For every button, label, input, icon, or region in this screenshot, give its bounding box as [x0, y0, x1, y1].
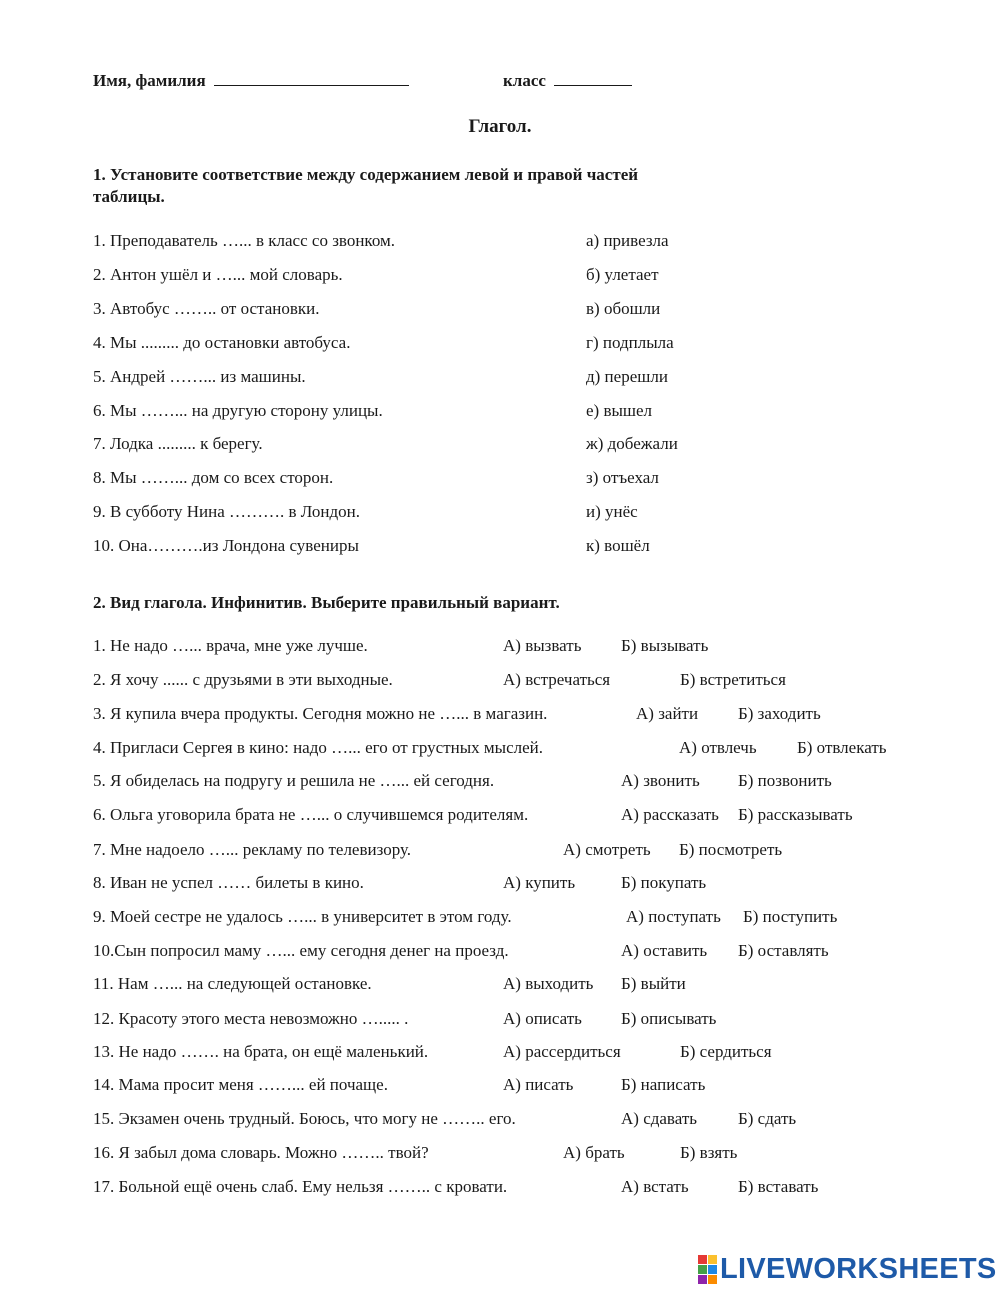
logo-block — [698, 1275, 707, 1284]
match-right-item[interactable]: и) унёс — [586, 502, 638, 521]
option-a[interactable]: А) звонить — [621, 771, 700, 790]
option-a[interactable]: А) оставить — [621, 941, 708, 960]
match-right-item[interactable]: е) вышел — [586, 401, 653, 420]
option-b[interactable]: Б) написать — [621, 1075, 706, 1094]
task2-heading: 2. Вид глагола. Инфинитив. Выберите правильный вариант. — [93, 593, 560, 612]
option-b[interactable]: Б) сердиться — [680, 1042, 772, 1061]
question-text: 6. Ольга уговорила брата не …... о случившемся родителям. — [93, 805, 529, 824]
question-text: 1. Не надо …... врача, мне уже лучше. — [93, 636, 368, 655]
option-a[interactable]: А) описать — [503, 1009, 582, 1028]
option-b[interactable]: Б) встретиться — [680, 670, 786, 689]
name-label: Имя, фамилия — [93, 71, 206, 90]
question-text: 14. Мама просит меня ……... ей почаще. — [93, 1075, 388, 1094]
option-a[interactable]: А) сдавать — [621, 1109, 698, 1128]
match-left-item: 4. Мы ......... до остановки автобуса. — [93, 333, 351, 352]
question-text: 7. Мне надоело …... рекламу по телевизору. — [93, 840, 412, 859]
question-text: 11. Нам …... на следующей остановке. — [93, 974, 372, 993]
logo-block — [708, 1255, 717, 1264]
question-text: 2. Я хочу ...... с друзьями в эти выходные. — [93, 670, 393, 689]
page-title: Глагол. — [468, 116, 532, 137]
option-b[interactable]: Б) взять — [680, 1143, 738, 1162]
match-right-item[interactable]: д) перешли — [586, 367, 668, 386]
question-text: 3. Я купила вчера продукты. Сегодня можно не …... в магазин. — [93, 704, 548, 723]
option-a[interactable]: А) рассказать — [621, 805, 719, 824]
task1-heading — [93, 164, 638, 208]
option-a[interactable]: А) поступать — [626, 907, 721, 926]
option-b[interactable]: Б) выйти — [621, 974, 686, 993]
question-text: 13. Не надо ……. на брата, он ещё маленький. — [93, 1042, 429, 1061]
option-b[interactable]: Б) рассказывать — [738, 805, 853, 824]
question-text: 9. Моей сестре не удалось …... в университет в этом году. — [93, 907, 512, 926]
option-a[interactable]: А) встречаться — [503, 670, 611, 689]
name-blank[interactable] — [214, 70, 409, 86]
match-left-item: 1. Преподаватель …... в класс со звонком. — [93, 231, 395, 250]
question-text: 17. Больной ещё очень слаб. Ему нельзя …….. с кровати. — [93, 1177, 508, 1196]
option-a[interactable]: А) отвлечь — [679, 738, 757, 757]
match-right-item[interactable]: б) улетает — [586, 265, 659, 284]
question-text: 10.Сын попросил маму …... ему сегодня денег на проезд. — [93, 941, 509, 960]
option-a[interactable]: А) купить — [503, 873, 576, 892]
question-text: 5. Я обиделась на подругу и решила не …... ей сегодня. — [93, 771, 495, 790]
option-a[interactable]: А) вызвать — [503, 636, 582, 655]
logo-block — [708, 1275, 717, 1284]
match-right-item[interactable]: з) отъехал — [586, 468, 659, 487]
option-b[interactable]: Б) поступить — [743, 907, 838, 926]
option-a[interactable]: А) писать — [503, 1075, 574, 1094]
match-left-item: 8. Мы ……... дом со всех сторон. — [93, 468, 334, 487]
match-left-item: 6. Мы ……... на другую сторону улицы. — [93, 401, 383, 420]
question-text: 15. Экзамен очень трудный. Боюсь, что могу не …….. его. — [93, 1109, 516, 1128]
logo-text: LIVEWORKSHEETS — [720, 1252, 997, 1285]
match-left-item: 10. Она……….из Лондона сувениры — [93, 536, 359, 555]
class-label: класс — [503, 71, 546, 90]
name-field-row — [93, 70, 409, 91]
match-right-item[interactable]: к) вошёл — [586, 536, 650, 555]
match-left-item: 9. В субботу Нина ………. в Лондон. — [93, 502, 360, 521]
option-b[interactable]: Б) описывать — [621, 1009, 717, 1028]
match-right-item[interactable]: ж) добежали — [586, 434, 678, 453]
option-b[interactable]: Б) посмотреть — [679, 840, 783, 859]
question-text: 12. Красоту этого места невозможно …..... . — [93, 1009, 409, 1028]
task1-heading-line1: 1. Установите соответствие между содержанием левой и правой частей — [93, 165, 639, 184]
class-blank[interactable] — [554, 70, 632, 86]
class-field-row — [503, 70, 632, 91]
option-b[interactable]: Б) заходить — [738, 704, 821, 723]
option-b[interactable]: Б) отвлекать — [797, 738, 887, 757]
match-right-item[interactable]: а) привезла — [586, 231, 669, 250]
liveworksheets-logo — [698, 1252, 997, 1286]
option-b[interactable]: Б) оставлять — [738, 941, 829, 960]
option-b[interactable]: Б) позвонить — [738, 771, 832, 790]
logo-block — [708, 1265, 717, 1274]
option-b[interactable]: Б) покупать — [621, 873, 707, 892]
option-a[interactable]: А) смотреть — [563, 840, 651, 859]
match-left-item: 5. Андрей ……... из машины. — [93, 367, 306, 386]
question-text: 8. Иван не успел …… билеты в кино. — [93, 873, 364, 892]
task1-heading-line2: таблицы. — [93, 187, 165, 206]
logo-block — [698, 1265, 707, 1274]
match-left-item: 2. Антон ушёл и …... мой словарь. — [93, 265, 343, 284]
question-text: 16. Я забыл дома словарь. Можно …….. твой? — [93, 1143, 429, 1162]
match-right-item[interactable]: г) подплыла — [586, 333, 674, 352]
option-b[interactable]: Б) вставать — [738, 1177, 819, 1196]
option-b[interactable]: Б) вызывать — [621, 636, 709, 655]
match-right-item[interactable]: в) обошли — [586, 299, 661, 318]
option-a[interactable]: А) рассердиться — [503, 1042, 621, 1061]
option-a[interactable]: А) выходить — [503, 974, 594, 993]
question-text: 4. Пригласи Сергея в кино: надо …... его от грустных мыслей. — [93, 738, 544, 757]
logo-blocks-icon — [698, 1255, 717, 1284]
match-left-item: 3. Автобус …….. от остановки. — [93, 299, 320, 318]
option-b[interactable]: Б) сдать — [738, 1109, 797, 1128]
match-left-item: 7. Лодка ......... к берегу. — [93, 434, 263, 453]
option-a[interactable]: А) брать — [563, 1143, 625, 1162]
logo-block — [698, 1255, 707, 1264]
option-a[interactable]: А) зайти — [636, 704, 699, 723]
option-a[interactable]: А) встать — [621, 1177, 689, 1196]
